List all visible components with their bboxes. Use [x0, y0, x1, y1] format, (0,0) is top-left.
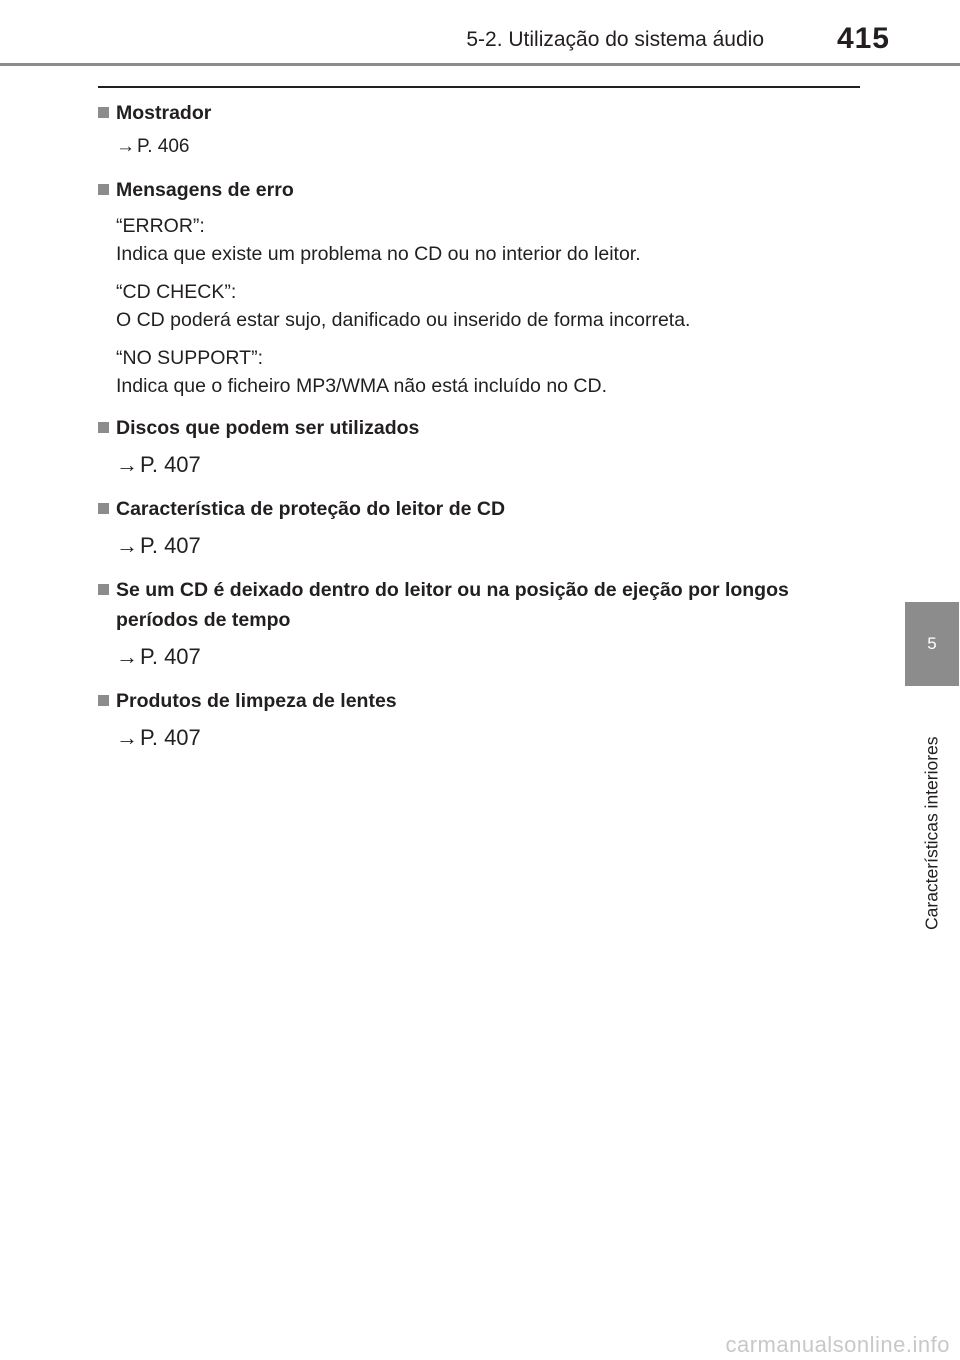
section-heading: [98, 98, 873, 128]
section-limpeza: [98, 686, 873, 754]
section-heading: [98, 494, 873, 524]
section-heading-text: Característica de proteção do leitor de CD: [116, 498, 506, 520]
page-content: [98, 98, 873, 767]
section-heading-text: Discos que podem ser utilizados: [116, 417, 420, 439]
square-bullet-icon: [98, 503, 109, 514]
section-protecao: [98, 494, 873, 562]
chapter-title: Características interiores: [921, 736, 942, 930]
chapter-number: 5: [927, 634, 937, 653]
section-cd-deixado: [98, 575, 873, 673]
error-message-description: O CD poderá estar sujo, danificado ou inserido de forma incorreta.: [116, 309, 691, 331]
arrow-right-icon: →: [116, 725, 138, 750]
arrow-right-icon: →: [116, 533, 138, 558]
arrow-right-icon: →: [116, 452, 138, 477]
section-discos: [98, 413, 873, 481]
error-message-item: [116, 278, 873, 334]
error-message-code: “CD CHECK”:: [116, 281, 237, 303]
section-heading-text: Produtos de limpeza de lentes: [116, 690, 397, 712]
section-heading: [98, 413, 873, 443]
error-message-item: [116, 344, 873, 400]
page-reference: [116, 641, 873, 673]
page-reference: [116, 449, 873, 481]
page-reference: [116, 722, 873, 754]
chapter-tab[interactable]: [905, 602, 959, 686]
watermark: carmanualsonline.info: [725, 1332, 950, 1357]
section-heading: [98, 575, 873, 635]
error-message-code: “ERROR”:: [116, 215, 205, 237]
section-heading-text: Mensagens de erro: [116, 179, 294, 201]
page-reference-link[interactable]: P. 407: [140, 452, 201, 477]
section-heading: [98, 686, 873, 716]
square-bullet-icon: [98, 584, 109, 595]
square-bullet-icon: [98, 422, 109, 433]
error-message-description: Indica que existe um problema no CD ou no interior do leitor.: [116, 243, 641, 265]
section-heading: [98, 175, 873, 205]
page-reference: [116, 132, 873, 162]
page-reference-link[interactable]: P. 406: [137, 136, 190, 157]
page-number: 415: [836, 22, 890, 55]
error-message-item: [116, 212, 873, 268]
error-message-description: Indica que o ficheiro MP3/WMA não está incluído no CD.: [116, 375, 608, 397]
page-reference-link[interactable]: P. 407: [140, 725, 201, 750]
square-bullet-icon: [98, 695, 109, 706]
page-reference-link[interactable]: P. 407: [140, 644, 201, 669]
arrow-right-icon: →: [116, 644, 138, 669]
error-message-code: “NO SUPPORT”:: [116, 347, 263, 369]
square-bullet-icon: [98, 107, 109, 118]
content-top-rule: [98, 86, 860, 88]
page-reference: [116, 530, 873, 562]
section-heading-text: Se um CD é deixado dentro do leitor ou na posição de ejeção por longos períodos de tempo: [116, 579, 789, 631]
header-rule: [0, 63, 960, 66]
header-section-title: 5-2. Utilização do sistema áudio: [466, 28, 764, 51]
arrow-right-icon: →: [116, 136, 135, 157]
square-bullet-icon: [98, 184, 109, 195]
section-heading-text: Mostrador: [116, 102, 212, 124]
page-reference-link[interactable]: P. 407: [140, 533, 201, 558]
section-mostrador: [98, 98, 873, 162]
section-mensagens-de-erro: [98, 175, 873, 400]
